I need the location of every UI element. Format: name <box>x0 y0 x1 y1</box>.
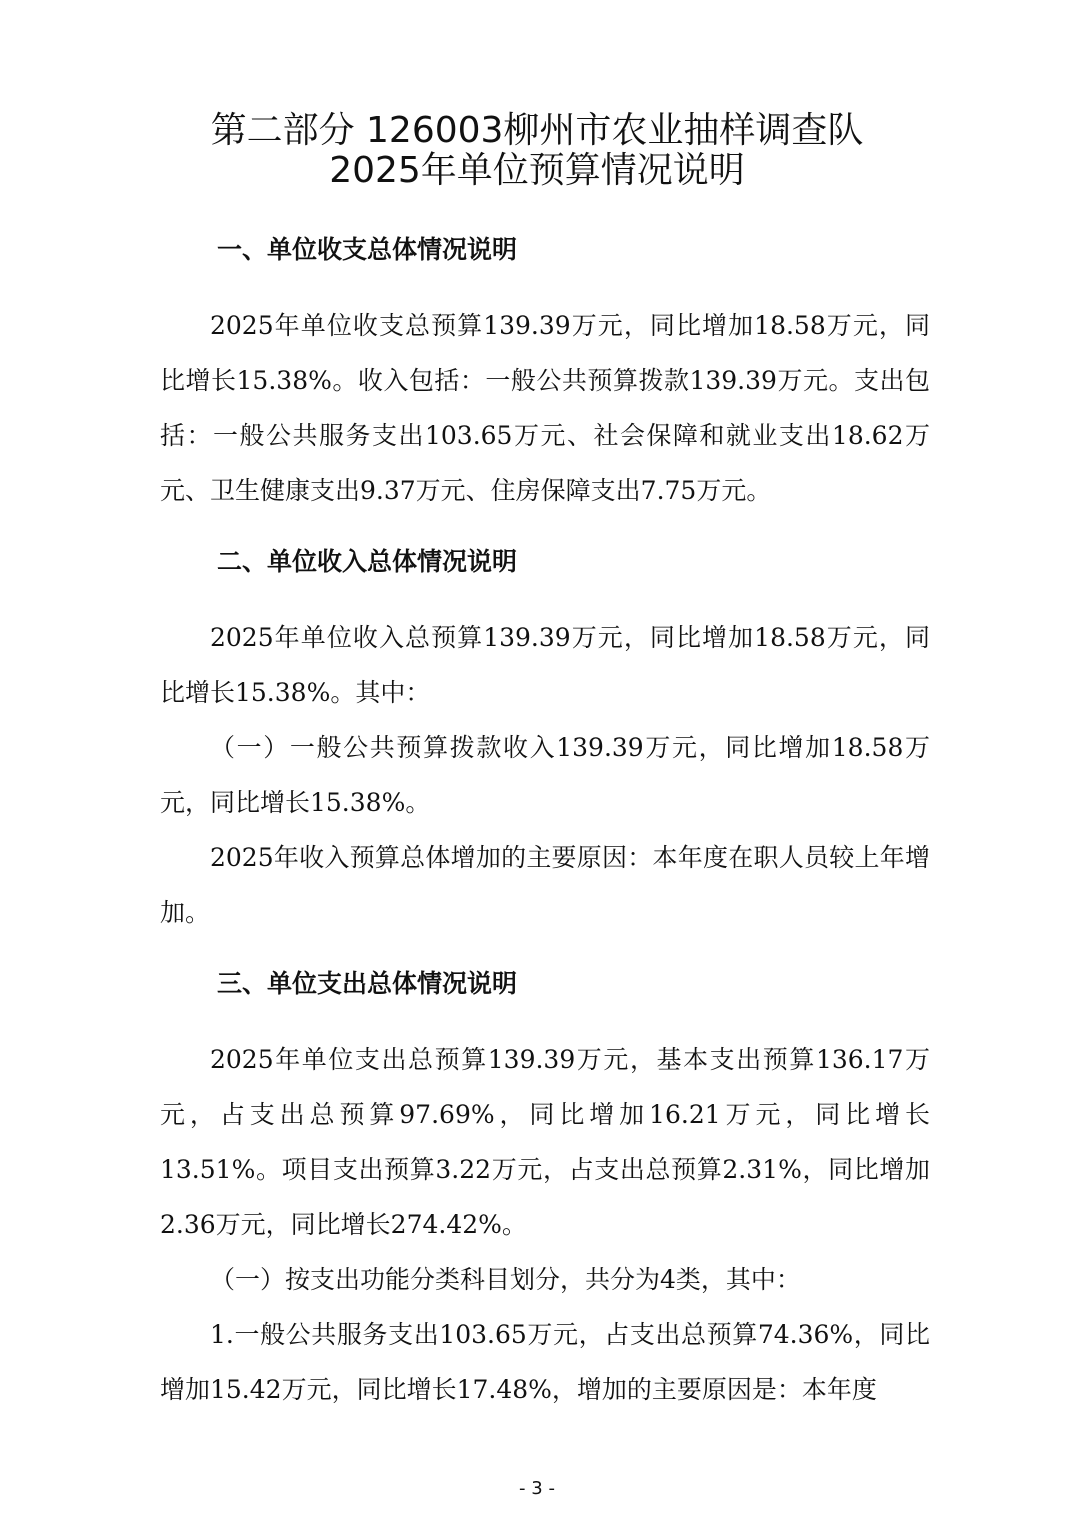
section-3-paragraph-2: （一）按支出功能分类科目划分，共分为4类，其中： <box>210 1265 801 1294</box>
section-3-paragraph-1: 2025年单位支出总预算139.39万元，基本支出预算136.17万元，占支出总预算97.69%，同比增加16.21万元，同比增长13.51%。项目支出预算3.22万元，占支出总预算2.31%，同比增加2.36万元，同比增长274.42%。 <box>160 1045 930 1239</box>
section-1-paragraph-1: 2025年单位收支总预算139.39万元，同比增加18.58万元，同比增长15.38%。收入包括：一般公共预算拨款139.39万元。支出包括：一般公共服务支出103.65万元、社会保障和就业支出18.62万元、卫生健康支出9.37万元、住房保障支出7.75万元。 <box>160 311 930 505</box>
section-3-paragraph-3: 1.一般公共服务支出103.65万元，占支出总预算74.36%，同比增加15.42万元，同比增长17.48%，增加的主要原因是：本年度 <box>160 1320 930 1404</box>
section-heading-1: 一、单位收支总体情况说明 <box>217 235 518 264</box>
document-title-line1: 第二部分 126003柳州市农业抽样调查队 <box>210 110 864 151</box>
section-2-paragraph-3: 2025年收入预算总体增加的主要原因：本年度在职人员较上年增加。 <box>160 843 930 927</box>
section-heading-2: 二、单位收入总体情况说明 <box>217 547 518 576</box>
page-number: - 3 - <box>519 1478 555 1499</box>
section-2-paragraph-2: （一）一般公共预算拨款收入139.39万元，同比增加18.58万元，同比增长15.38%。 <box>160 733 930 817</box>
section-2-paragraph-1: 2025年单位收入总预算139.39万元，同比增加18.58万元，同比增长15.38%。其中： <box>160 623 930 707</box>
document-title-line2: 2025年单位预算情况说明 <box>329 150 745 191</box>
section-heading-3: 三、单位支出总体情况说明 <box>217 969 518 998</box>
